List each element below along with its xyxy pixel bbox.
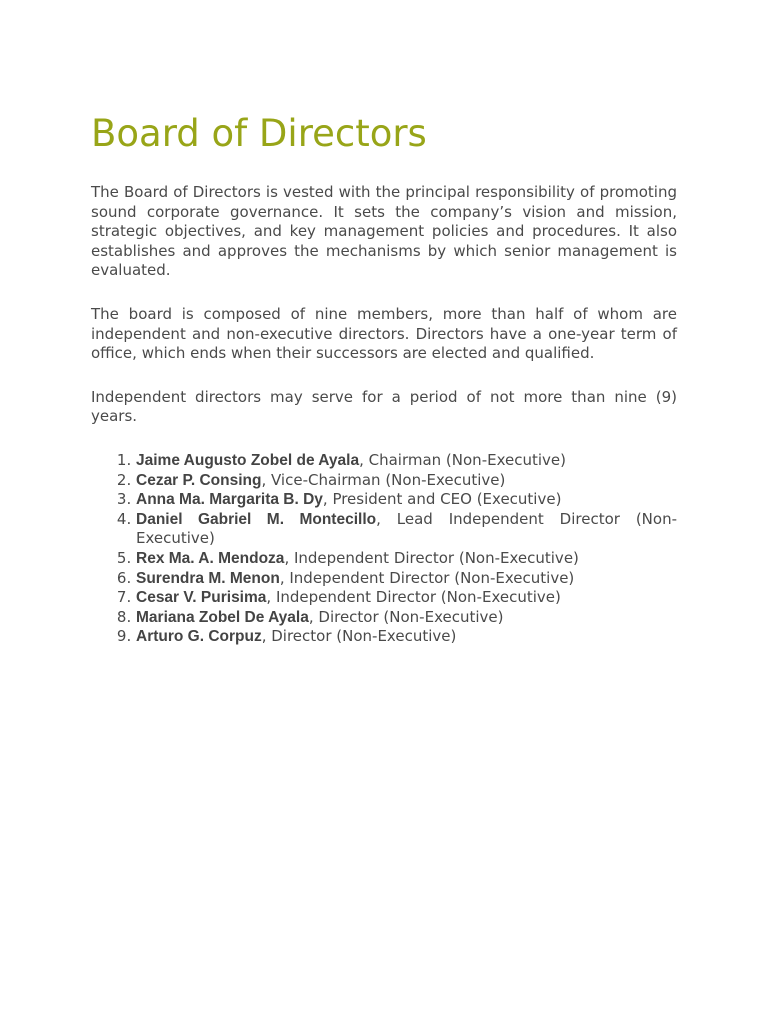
director-name: Anna Ma. Margarita B. Dy — [136, 491, 323, 509]
director-name: Surendra M. Menon — [136, 569, 280, 587]
director-role: , Independent Director (Non-Executive) — [266, 588, 561, 607]
list-item — [136, 490, 677, 510]
list-item — [136, 569, 677, 589]
list-item — [136, 627, 677, 647]
list-item — [136, 588, 677, 608]
list-item — [136, 608, 677, 628]
director-role: , Vice-Chairman (Non-Executive) — [261, 470, 506, 489]
director-name: Jaime Augusto Zobel de Ayala — [136, 451, 360, 469]
director-role: , President and CEO (Executive) — [322, 490, 562, 509]
list-item — [136, 471, 677, 491]
paragraph-composition: The board is composed of nine members, more than half of whom are independent and non-executive directors. Directors have a one-year term of office, which ends when their successors are elected and qualified. — [91, 304, 677, 363]
director-name: Daniel Gabriel M. Montecillo — [136, 510, 377, 528]
director-role: , Director (Non-Executive) — [308, 607, 504, 626]
paragraph-term-limit: Independent directors may serve for a period of not more than nine (9) years. — [91, 387, 677, 426]
director-role: , Lead Independent Director (Non-Executive) — [136, 509, 677, 548]
director-role: , Independent Director (Non-Executive) — [279, 568, 575, 587]
directors-list — [91, 451, 677, 647]
paragraph-responsibility: The Board of Directors is vested with the principal responsibility of promoting sound corporate governance. It sets the company’s vision and mission, strategic objectives, and key management policies and procedures. It also establishes and approves the mechanisms by which senior management is evaluated. — [91, 183, 677, 280]
director-name: Arturo G. Corpuz — [136, 628, 262, 646]
director-name: Rex Ma. A. Mendoza — [136, 549, 285, 567]
page-title: Board of Directors — [91, 112, 427, 155]
director-name: Mariana Zobel De Ayala — [136, 608, 309, 626]
document-page — [91, 112, 677, 647]
director-role: , Director (Non-Executive) — [261, 627, 457, 646]
list-item — [136, 451, 677, 471]
director-name: Cesar V. Purisima — [136, 589, 267, 607]
director-role: , Chairman (Non-Executive) — [359, 450, 566, 469]
list-item — [136, 549, 677, 569]
list-item — [136, 510, 677, 549]
director-name: Cezar P. Consing — [136, 471, 262, 489]
director-role: , Independent Director (Non-Executive) — [284, 548, 579, 567]
